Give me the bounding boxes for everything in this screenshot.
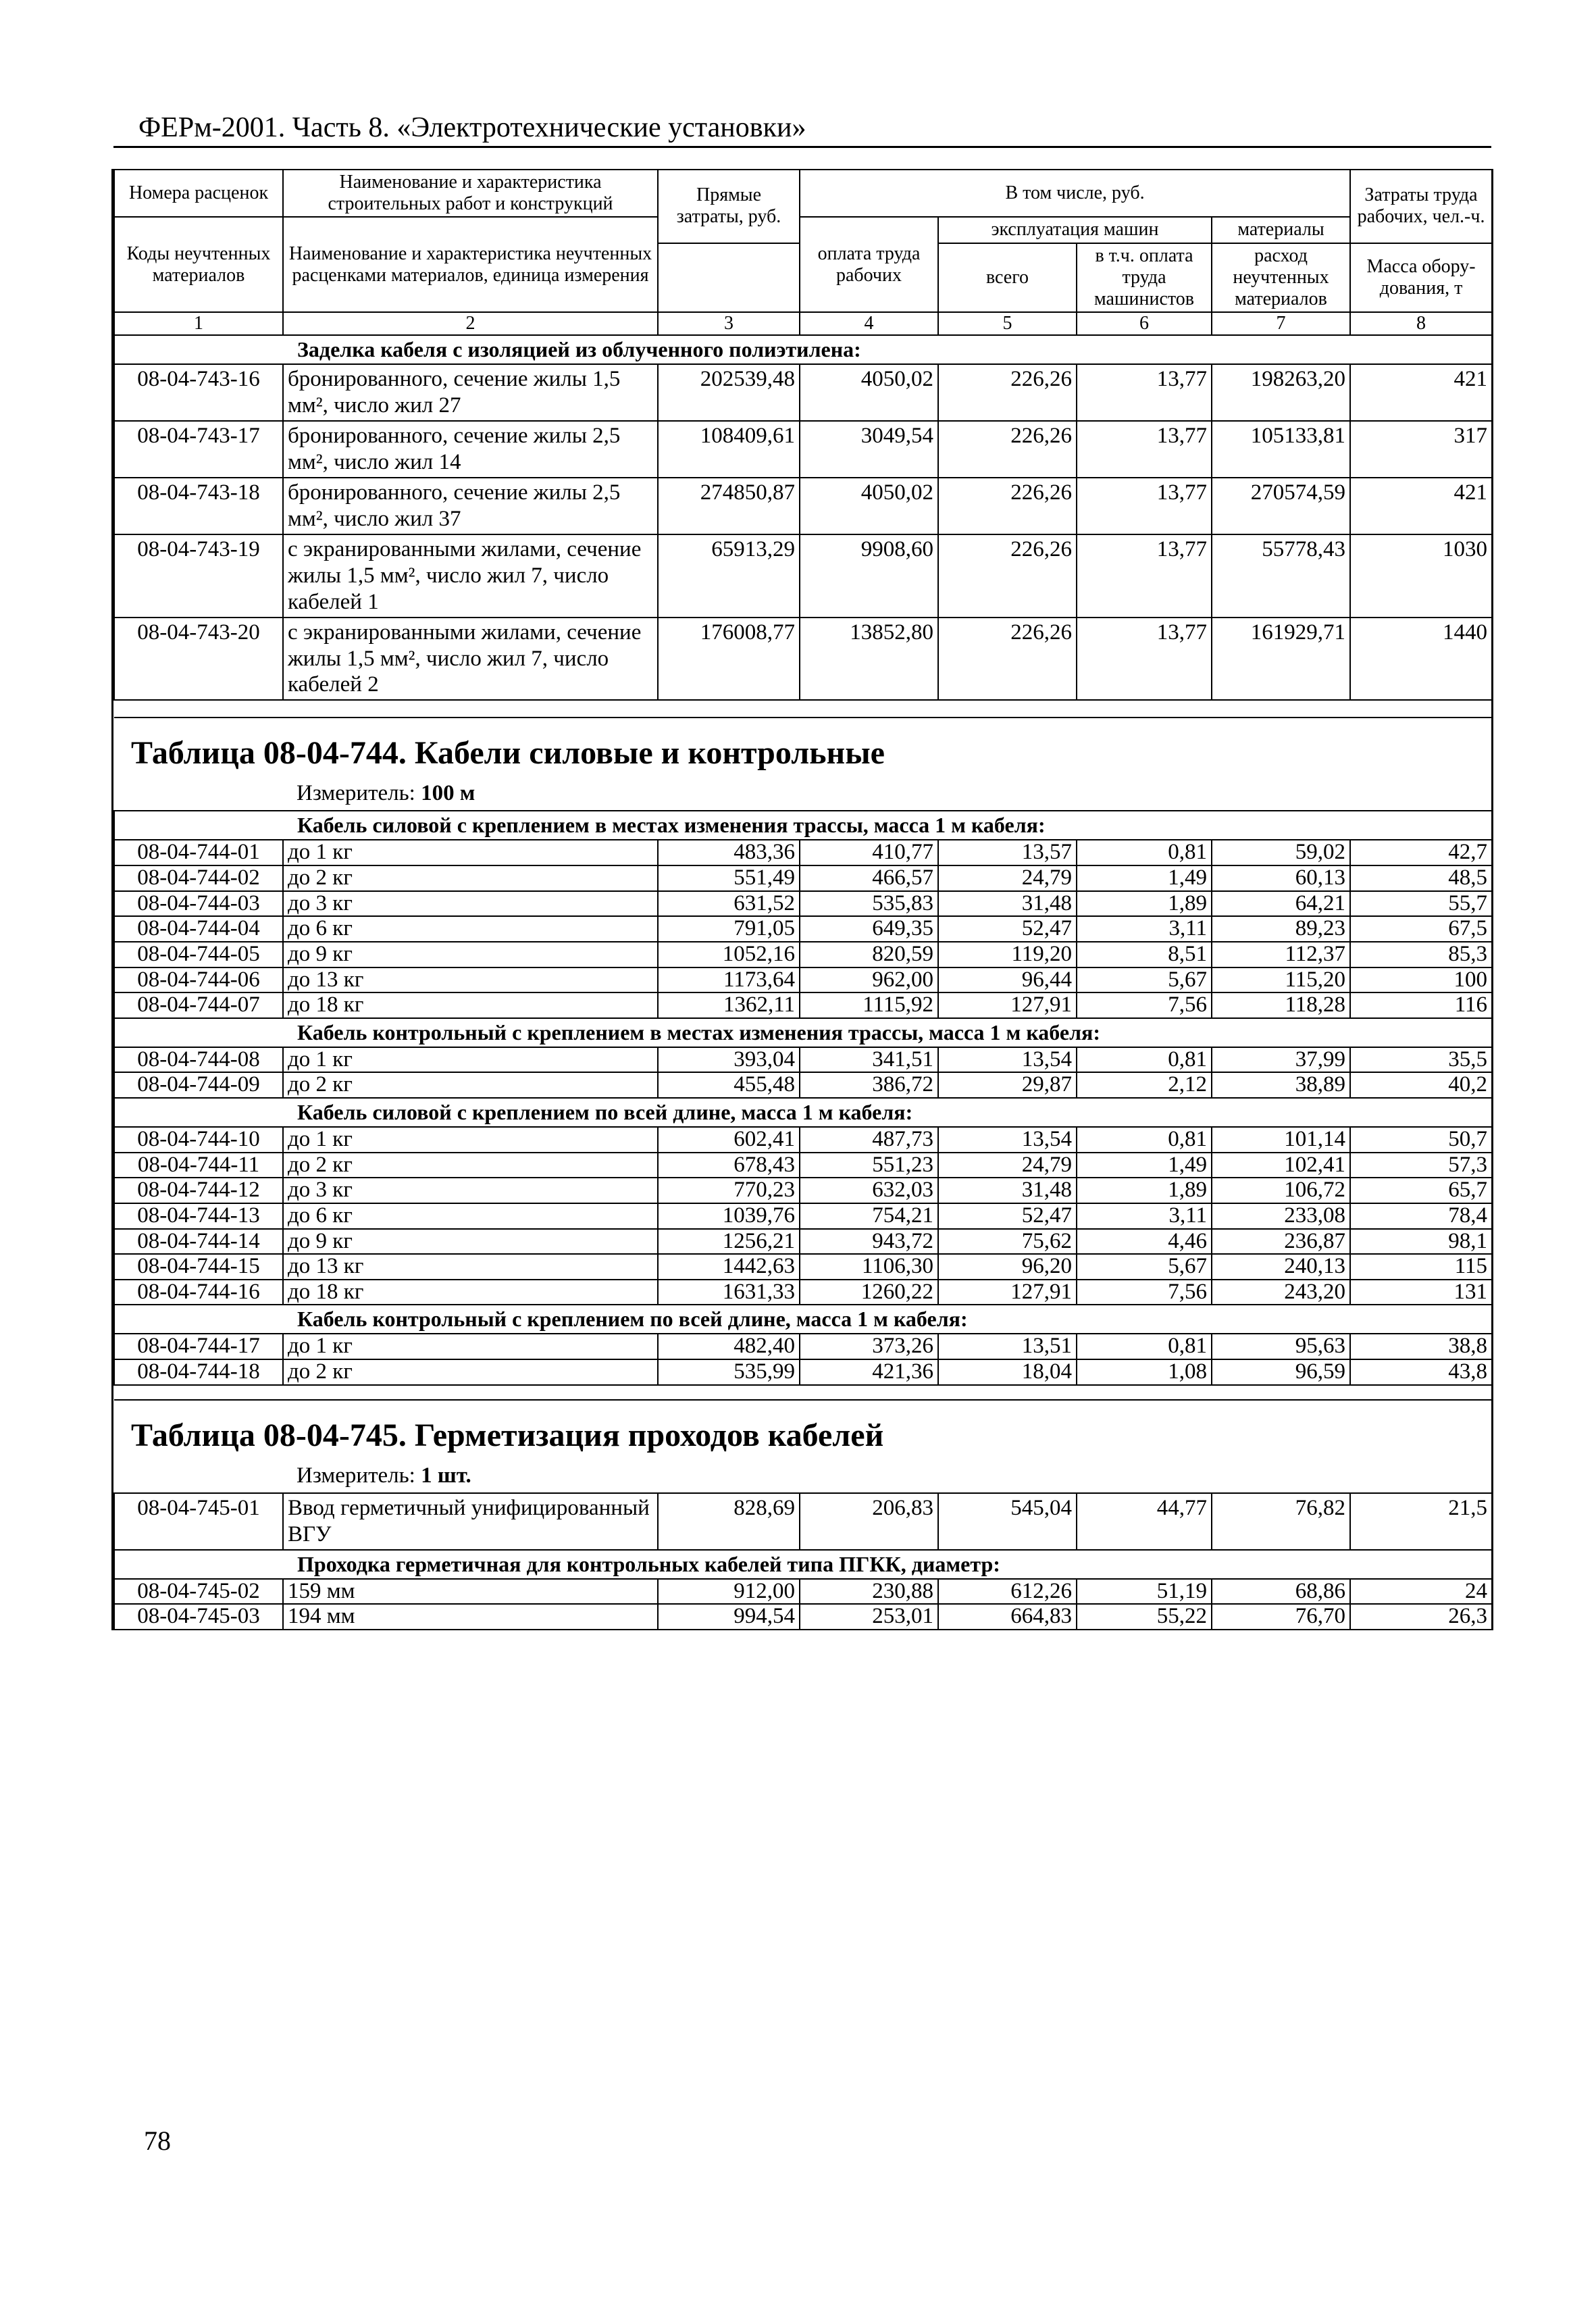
labor-costs: 421	[1350, 364, 1492, 421]
rate-code: 08-04-745-01	[114, 1493, 283, 1550]
machines-total: 119,20	[938, 942, 1077, 967]
machines-total: 664,83	[938, 1604, 1077, 1630]
labor-costs: 40,2	[1350, 1072, 1492, 1098]
machinist-wages: 5,67	[1077, 967, 1212, 993]
rate-code: 08-04-744-14	[114, 1229, 283, 1255]
rate-row	[114, 942, 1492, 967]
material-costs: 106,72	[1212, 1178, 1350, 1203]
machinist-wages: 51,19	[1077, 1579, 1212, 1605]
rate-code: 08-04-744-01	[114, 840, 283, 865]
section-header-row	[114, 335, 1492, 364]
worker-wages: 410,77	[800, 840, 938, 865]
worker-wages: 4050,02	[800, 364, 938, 421]
material-costs: 55778,43	[1212, 534, 1350, 618]
direct-costs: 994,54	[658, 1604, 800, 1630]
labor-costs: 26,3	[1350, 1604, 1492, 1630]
labor-costs: 67,5	[1350, 916, 1492, 942]
direct-costs: 482,40	[658, 1334, 800, 1359]
material-costs: 59,02	[1212, 840, 1350, 865]
machines-total: 226,26	[938, 534, 1077, 618]
machinist-wages: 3,11	[1077, 916, 1212, 942]
machines-total: 24,79	[938, 1153, 1077, 1178]
gap-row	[114, 700, 1492, 718]
labor-costs: 131	[1350, 1280, 1492, 1305]
work-name: бронированного, сечение жилы 1,5 мм², число жил 27	[283, 364, 658, 421]
material-costs: 240,13	[1212, 1254, 1350, 1280]
table-title: Таблица 08-04-745. Герметизация проходов кабелей	[131, 1417, 884, 1453]
labor-costs: 55,7	[1350, 891, 1492, 917]
rate-row	[114, 618, 1492, 701]
labor-costs: 42,7	[1350, 840, 1492, 865]
material-costs: 236,87	[1212, 1229, 1350, 1255]
rate-code: 08-04-744-11	[114, 1153, 283, 1178]
rate-row	[114, 1493, 1492, 1550]
rate-row	[114, 916, 1492, 942]
material-costs: 68,86	[1212, 1579, 1350, 1605]
machines-total: 13,51	[938, 1334, 1077, 1359]
material-costs: 101,14	[1212, 1127, 1350, 1153]
labor-costs: 24	[1350, 1579, 1492, 1605]
machines-total: 52,47	[938, 1203, 1077, 1229]
section-title: Кабель контрольный с креплением по всей длине, масса 1 м кабеля:	[114, 1305, 1492, 1334]
direct-costs: 1631,33	[658, 1280, 800, 1305]
rate-row	[114, 865, 1492, 891]
labor-costs: 100	[1350, 967, 1492, 993]
machinist-wages: 7,56	[1077, 1280, 1212, 1305]
worker-wages: 943,72	[800, 1229, 938, 1255]
work-name: до 6 кг	[283, 916, 658, 942]
worker-wages: 253,01	[800, 1604, 938, 1630]
rate-row	[114, 364, 1492, 421]
machines-total: 226,26	[938, 618, 1077, 701]
section-title: Кабель контрольный с креплением в местах изменения трассы, масса 1 м кабеля:	[114, 1018, 1492, 1047]
header-labor-costs: Затраты труда рабочих, чел.-ч.	[1350, 170, 1492, 243]
direct-costs: 1442,63	[658, 1254, 800, 1280]
worker-wages: 551,23	[800, 1153, 938, 1178]
direct-costs: 912,00	[658, 1579, 800, 1605]
rate-row	[114, 840, 1492, 865]
rate-row	[114, 1280, 1492, 1305]
machinist-wages: 1,49	[1077, 865, 1212, 891]
column-number: 3	[658, 312, 800, 335]
machinist-wages: 5,67	[1077, 1254, 1212, 1280]
unit-of-measure	[297, 1463, 1492, 1488]
material-costs: 60,13	[1212, 865, 1350, 891]
rate-row	[114, 1127, 1492, 1153]
work-name: до 1 кг	[283, 1127, 658, 1153]
material-costs: 64,21	[1212, 891, 1350, 917]
section-title: Заделка кабеля с изоляцией из облученного полиэтилена:	[114, 335, 1492, 364]
worker-wages: 4050,02	[800, 478, 938, 534]
labor-costs: 50,7	[1350, 1127, 1492, 1153]
direct-costs: 551,49	[658, 865, 800, 891]
worker-wages: 230,88	[800, 1579, 938, 1605]
header-including: В том числе, руб.	[800, 170, 1350, 217]
labor-costs: 35,5	[1350, 1047, 1492, 1073]
direct-costs: 1052,16	[658, 942, 800, 967]
rate-code: 08-04-744-05	[114, 942, 283, 967]
work-name: до 2 кг	[283, 865, 658, 891]
direct-costs: 1039,76	[658, 1203, 800, 1229]
rates-table	[113, 169, 1493, 1630]
labor-costs: 421	[1350, 478, 1492, 534]
material-costs: 37,99	[1212, 1047, 1350, 1073]
labor-costs: 1440	[1350, 618, 1492, 701]
work-name: 194 мм	[283, 1604, 658, 1630]
header-work-name: Наименование и характеристика строительных работ и конструкций	[283, 170, 658, 217]
material-costs: 115,20	[1212, 967, 1350, 993]
machinist-wages: 13,77	[1077, 421, 1212, 478]
worker-wages: 535,83	[800, 891, 938, 917]
direct-costs: 1173,64	[658, 967, 800, 993]
worker-wages: 962,00	[800, 967, 938, 993]
material-costs: 105133,81	[1212, 421, 1350, 478]
direct-costs: 455,48	[658, 1072, 800, 1098]
machinist-wages: 7,56	[1077, 992, 1212, 1018]
work-name: бронированного, сечение жилы 2,5 мм², число жил 37	[283, 478, 658, 534]
rate-row	[114, 1178, 1492, 1203]
column-number: 6	[1077, 312, 1212, 335]
column-number: 8	[1350, 312, 1492, 335]
machinist-wages: 8,51	[1077, 942, 1212, 967]
header-rule	[113, 146, 1491, 148]
labor-costs: 115	[1350, 1254, 1492, 1280]
work-name: до 2 кг	[283, 1072, 658, 1098]
worker-wages: 1260,22	[800, 1280, 938, 1305]
machines-total: 96,20	[938, 1254, 1077, 1280]
machinist-wages: 2,12	[1077, 1072, 1212, 1098]
work-name: до 13 кг	[283, 1254, 658, 1280]
machinist-wages: 1,89	[1077, 891, 1212, 917]
material-costs: 76,70	[1212, 1604, 1350, 1630]
direct-costs: 274850,87	[658, 478, 800, 534]
table-title-row	[114, 1400, 1492, 1493]
machinist-wages: 1,89	[1077, 1178, 1212, 1203]
section-header-row	[114, 1018, 1492, 1047]
labor-costs: 78,4	[1350, 1203, 1492, 1229]
rate-code: 08-04-744-09	[114, 1072, 283, 1098]
material-costs: 198263,20	[1212, 364, 1350, 421]
machinist-wages: 13,77	[1077, 478, 1212, 534]
rate-code: 08-04-744-03	[114, 891, 283, 917]
work-name: до 6 кг	[283, 1203, 658, 1229]
worker-wages: 820,59	[800, 942, 938, 967]
worker-wages: 1106,30	[800, 1254, 938, 1280]
material-costs: 243,20	[1212, 1280, 1350, 1305]
machines-total: 31,48	[938, 891, 1077, 917]
header-machines-total: всего	[938, 243, 1077, 313]
labor-costs: 65,7	[1350, 1178, 1492, 1203]
worker-wages: 1115,92	[800, 992, 938, 1018]
rate-code: 08-04-744-18	[114, 1359, 283, 1385]
machines-total: 13,57	[938, 840, 1077, 865]
material-costs: 38,89	[1212, 1072, 1350, 1098]
rate-row	[114, 534, 1492, 618]
work-name: до 1 кг	[283, 840, 658, 865]
machines-total: 96,44	[938, 967, 1077, 993]
rate-code: 08-04-745-02	[114, 1579, 283, 1605]
rate-code: 08-04-744-16	[114, 1280, 283, 1305]
material-costs: 96,59	[1212, 1359, 1350, 1385]
header-material-codes: Коды неучтенных материалов	[114, 217, 283, 312]
machinist-wages: 55,22	[1077, 1604, 1212, 1630]
machines-total: 226,26	[938, 364, 1077, 421]
machines-total: 18,04	[938, 1359, 1077, 1385]
machines-total: 24,79	[938, 865, 1077, 891]
page-number: 78	[144, 2126, 171, 2156]
column-number: 7	[1212, 312, 1350, 335]
machinist-wages: 4,46	[1077, 1229, 1212, 1255]
rate-row	[114, 967, 1492, 993]
rate-row	[114, 1359, 1492, 1385]
worker-wages: 373,26	[800, 1334, 938, 1359]
direct-costs: 678,43	[658, 1153, 800, 1178]
work-name: с экранированными жилами, сечение жилы 1,5 мм², число жил 7, число кабелей 1	[283, 534, 658, 618]
direct-costs: 393,04	[658, 1047, 800, 1073]
labor-costs: 98,1	[1350, 1229, 1492, 1255]
work-name: до 3 кг	[283, 1178, 658, 1203]
labor-costs: 85,3	[1350, 942, 1492, 967]
work-name: бронированного, сечение жилы 2,5 мм², число жил 14	[283, 421, 658, 478]
machines-total: 29,87	[938, 1072, 1077, 1098]
work-name: до 18 кг	[283, 992, 658, 1018]
rate-row	[114, 1153, 1492, 1178]
machines-total: 226,26	[938, 478, 1077, 534]
machinist-wages: 13,77	[1077, 618, 1212, 701]
unit-value: 100 м	[421, 781, 475, 806]
machinist-wages: 3,11	[1077, 1203, 1212, 1229]
rate-code: 08-04-744-13	[114, 1203, 283, 1229]
worker-wages: 386,72	[800, 1072, 938, 1098]
rate-code: 08-04-744-17	[114, 1334, 283, 1359]
header-equipment-mass: Масса обору-дования, т	[1350, 243, 1492, 313]
material-costs: 95,63	[1212, 1334, 1350, 1359]
section-header-row	[114, 811, 1492, 840]
column-number: 2	[283, 312, 658, 335]
rate-code: 08-04-744-15	[114, 1254, 283, 1280]
rate-code: 08-04-743-17	[114, 421, 283, 478]
direct-costs: 1362,11	[658, 992, 800, 1018]
worker-wages: 649,35	[800, 916, 938, 942]
rate-row	[114, 421, 1492, 478]
labor-costs: 21,5	[1350, 1493, 1492, 1550]
worker-wages: 632,03	[800, 1178, 938, 1203]
worker-wages: 421,36	[800, 1359, 938, 1385]
rate-row	[114, 1047, 1492, 1073]
labor-costs: 38,8	[1350, 1334, 1492, 1359]
direct-costs: 1256,21	[658, 1229, 800, 1255]
machines-total: 31,48	[938, 1178, 1077, 1203]
rate-row	[114, 1229, 1492, 1255]
direct-costs: 176008,77	[658, 618, 800, 701]
work-name: до 2 кг	[283, 1359, 658, 1385]
rate-row	[114, 891, 1492, 917]
table-title-row	[114, 718, 1492, 811]
labor-costs: 317	[1350, 421, 1492, 478]
machines-total: 13,54	[938, 1047, 1077, 1073]
work-name: до 3 кг	[283, 891, 658, 917]
worker-wages: 13852,80	[800, 618, 938, 701]
machinist-wages: 0,81	[1077, 1334, 1212, 1359]
worker-wages: 466,57	[800, 865, 938, 891]
material-costs: 112,37	[1212, 942, 1350, 967]
machines-total: 75,62	[938, 1229, 1077, 1255]
section-header-row	[114, 1550, 1492, 1579]
labor-costs: 116	[1350, 992, 1492, 1018]
header-worker-wages: оплата труда рабочих	[800, 217, 938, 312]
header-machine-operation: эксплуатация машин	[938, 217, 1212, 243]
direct-costs: 535,99	[658, 1359, 800, 1385]
work-name: до 9 кг	[283, 942, 658, 967]
machines-total: 127,91	[938, 992, 1077, 1018]
machinist-wages: 1,08	[1077, 1359, 1212, 1385]
work-name: Ввод герметичный унифицированный ВГУ	[283, 1493, 658, 1550]
work-name: до 2 кг	[283, 1153, 658, 1178]
machinist-wages: 1,49	[1077, 1153, 1212, 1178]
table-title: Таблица 08-04-744. Кабели силовые и контрольные	[131, 735, 885, 772]
gap-row	[114, 1385, 1492, 1400]
labor-costs: 43,8	[1350, 1359, 1492, 1385]
rate-row	[114, 478, 1492, 534]
direct-costs: 483,36	[658, 840, 800, 865]
direct-costs: 202539,48	[658, 364, 800, 421]
worker-wages: 206,83	[800, 1493, 938, 1550]
section-title: Кабель силовой с креплением по всей длине, масса 1 м кабеля:	[114, 1098, 1492, 1127]
header-material-consumption: расход неучтенных материалов	[1212, 243, 1350, 313]
machines-total: 612,26	[938, 1579, 1077, 1605]
rate-row	[114, 1579, 1492, 1605]
material-costs: 102,41	[1212, 1153, 1350, 1178]
machinist-wages: 0,81	[1077, 1127, 1212, 1153]
column-number: 4	[800, 312, 938, 335]
work-name: до 18 кг	[283, 1280, 658, 1305]
machinist-wages: 44,77	[1077, 1493, 1212, 1550]
section-header-row	[114, 1305, 1492, 1334]
machines-total: 545,04	[938, 1493, 1077, 1550]
unit-label: Измеритель:	[297, 781, 415, 806]
worker-wages: 341,51	[800, 1047, 938, 1073]
rate-code: 08-04-744-02	[114, 865, 283, 891]
work-name: до 13 кг	[283, 967, 658, 993]
worker-wages: 487,73	[800, 1127, 938, 1153]
labor-costs: 1030	[1350, 534, 1492, 618]
rate-code: 08-04-744-08	[114, 1047, 283, 1073]
labor-costs: 48,5	[1350, 865, 1492, 891]
header-material-name: Наименование и характеристика неучтенных расценками материалов, единица измерения	[283, 217, 658, 312]
direct-costs: 108409,61	[658, 421, 800, 478]
worker-wages: 754,21	[800, 1203, 938, 1229]
rate-row	[114, 992, 1492, 1018]
section-title: Кабель силовой с креплением в местах изменения трассы, масса 1 м кабеля:	[114, 811, 1492, 840]
machinist-wages: 13,77	[1077, 534, 1212, 618]
rate-code: 08-04-743-16	[114, 364, 283, 421]
machinist-wages: 13,77	[1077, 364, 1212, 421]
work-name: 159 мм	[283, 1579, 658, 1605]
direct-costs: 828,69	[658, 1493, 800, 1550]
rate-code: 08-04-744-06	[114, 967, 283, 993]
rate-code: 08-04-743-18	[114, 478, 283, 534]
rate-row	[114, 1203, 1492, 1229]
rate-row	[114, 1604, 1492, 1630]
section-title: Проходка герметичная для контрольных кабелей типа ПГКК, диаметр:	[114, 1550, 1492, 1579]
rate-code: 08-04-743-19	[114, 534, 283, 618]
rate-row	[114, 1072, 1492, 1098]
work-name: до 1 кг	[283, 1334, 658, 1359]
material-costs: 89,23	[1212, 916, 1350, 942]
header-machinist-wages: в т.ч. оплата труда машинистов	[1077, 243, 1212, 313]
direct-costs: 602,41	[658, 1127, 800, 1153]
unit-value: 1 шт.	[421, 1463, 471, 1488]
work-name: с экранированными жилами, сечение жилы 1,5 мм², число жил 7, число кабелей 2	[283, 618, 658, 701]
rate-code: 08-04-743-20	[114, 618, 283, 701]
column-numbers-row	[114, 312, 1492, 335]
rate-code: 08-04-744-07	[114, 992, 283, 1018]
rate-row	[114, 1334, 1492, 1359]
rate-code: 08-04-744-12	[114, 1178, 283, 1203]
column-number: 1	[114, 312, 283, 335]
direct-costs: 770,23	[658, 1178, 800, 1203]
rates-sheet	[111, 169, 1493, 1630]
material-costs: 118,28	[1212, 992, 1350, 1018]
material-costs: 233,08	[1212, 1203, 1350, 1229]
unit-of-measure	[297, 781, 1492, 806]
section-header-row	[114, 1098, 1492, 1127]
unit-label: Измеритель:	[297, 1463, 415, 1488]
material-costs: 76,82	[1212, 1493, 1350, 1550]
material-costs: 270574,59	[1212, 478, 1350, 534]
machines-total: 13,54	[938, 1127, 1077, 1153]
machinist-wages: 0,81	[1077, 1047, 1212, 1073]
header-materials: материалы	[1212, 217, 1350, 243]
direct-costs: 631,52	[658, 891, 800, 917]
worker-wages: 9908,60	[800, 534, 938, 618]
labor-costs: 57,3	[1350, 1153, 1492, 1178]
worker-wages: 3049,54	[800, 421, 938, 478]
rate-code: 08-04-744-04	[114, 916, 283, 942]
direct-costs: 791,05	[658, 916, 800, 942]
machines-total: 127,91	[938, 1280, 1077, 1305]
header-rate-numbers: Номера расценок	[114, 170, 283, 217]
rate-code: 08-04-745-03	[114, 1604, 283, 1630]
work-name: до 1 кг	[283, 1047, 658, 1073]
rate-code: 08-04-744-10	[114, 1127, 283, 1153]
header-direct-costs: Прямые затраты, руб.	[658, 170, 800, 243]
machinist-wages: 0,81	[1077, 840, 1212, 865]
material-costs: 161929,71	[1212, 618, 1350, 701]
rate-row	[114, 1254, 1492, 1280]
machines-total: 226,26	[938, 421, 1077, 478]
column-number: 5	[938, 312, 1077, 335]
work-name: до 9 кг	[283, 1229, 658, 1255]
direct-costs: 65913,29	[658, 534, 800, 618]
machines-total: 52,47	[938, 916, 1077, 942]
running-head: ФЕРм-2001. Часть 8. «Электротехнические установки»	[138, 112, 806, 143]
